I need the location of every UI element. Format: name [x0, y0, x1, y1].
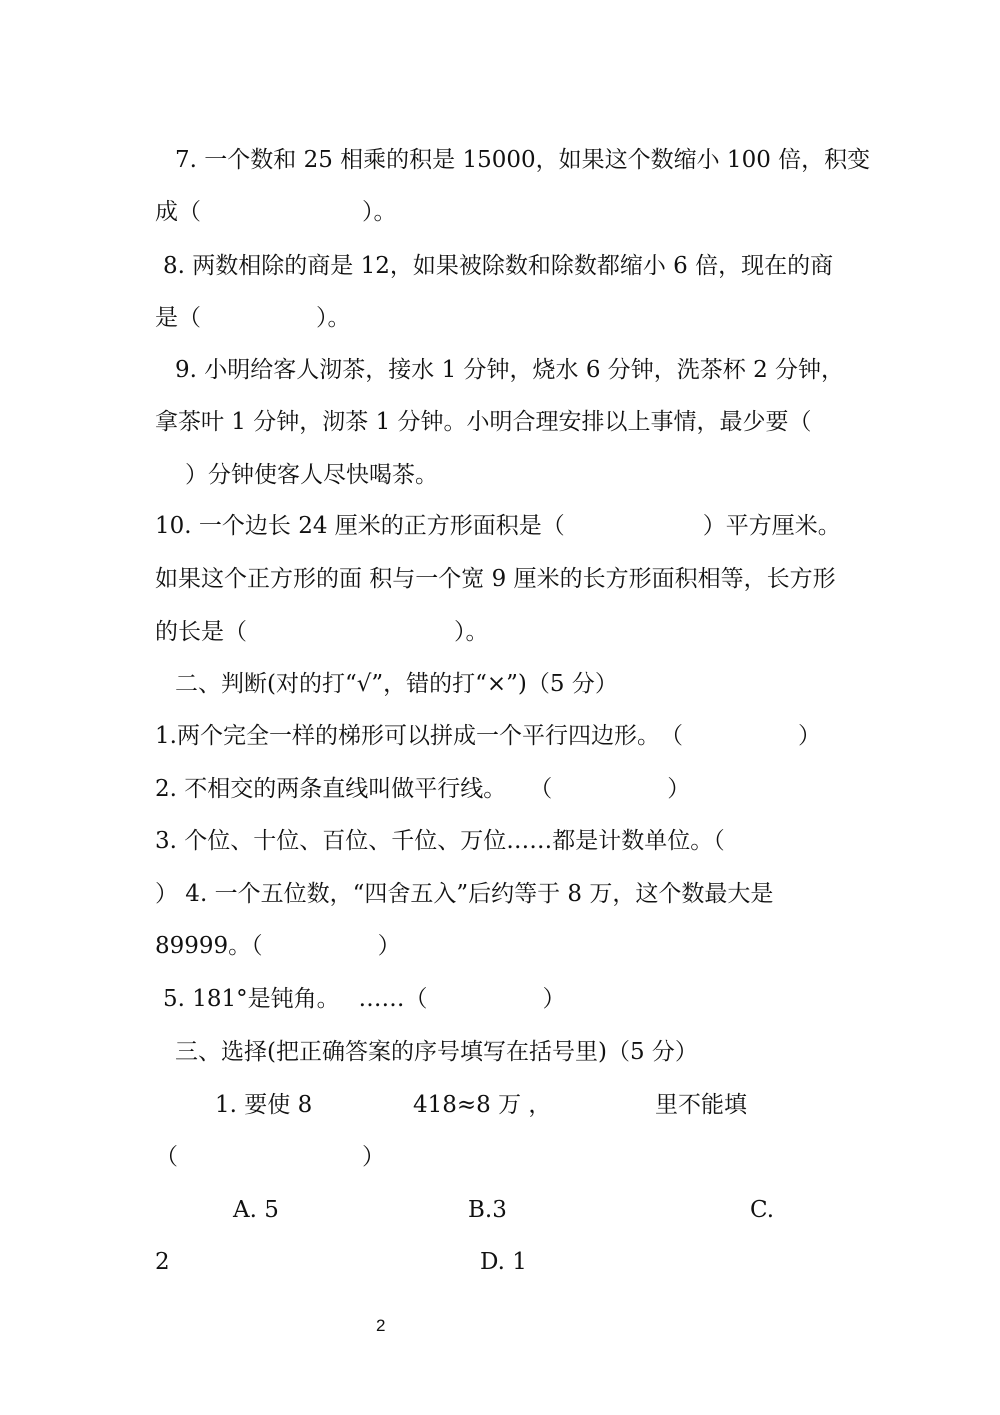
choice-1-part-c: 里不能填: [655, 1092, 747, 1118]
q9-line-3: ）分钟使客人尽快喝茶。: [185, 462, 438, 488]
q10-line-2: 如果这个正方形的面 积与一个宽 9 厘米的长方形面积相等，长方形: [155, 566, 836, 592]
choice-1-part-b: 418≈8 万 ，: [413, 1092, 552, 1118]
judge-3: 3. 个位、十位、百位、千位、万位……都是计数单位。（: [155, 828, 725, 854]
q10-line-3: 的长是（ ）。: [155, 619, 489, 645]
q7-line-2: 成（ ）。: [155, 199, 397, 225]
judge-5: 5. 181°是钝角。 ……（ ）: [163, 986, 566, 1012]
option-c: C.: [750, 1197, 775, 1223]
section-2-heading: 二、判断(对的打“√”，错的打“×”)（5 分）: [175, 671, 618, 697]
q10-line-1: 10. 一个边长 24 厘米的正方形面积是（ ）平方厘米。: [155, 513, 841, 539]
q8-line-1: 8. 两数相除的商是 12，如果被除数和除数都缩小 6 倍，现在的商: [163, 253, 834, 279]
page-number: 2: [376, 1316, 386, 1335]
judge-4-line-1: ） 4. 一个五位数，“四舍五入”后约等于 8 万，这个数最大是: [155, 881, 774, 907]
q8-line-2: 是（ ）。: [155, 305, 351, 331]
judge-2: 2. 不相交的两条直线叫做平行线。 （ ）: [155, 776, 691, 802]
option-b: B.3: [468, 1197, 507, 1223]
option-c-value: 2: [155, 1249, 170, 1275]
q9-line-1: 9. 小明给客人沏茶，接水 1 分钟，烧水 6 分钟，洗茶杯 2 分钟，: [175, 357, 845, 383]
choice-1-part-a: 1. 要使 8: [215, 1092, 313, 1118]
q7-line-1: 7. 一个数和 25 相乘的积是 15000，如果这个数缩小 100 倍，积变: [175, 147, 871, 173]
q9-line-2: 拿茶叶 1 分钟，沏茶 1 分钟。小明合理安排以上事情，最少要（: [155, 409, 812, 435]
choice-1-answer-bracket: （ ）: [155, 1144, 385, 1170]
judge-1: 1.两个完全一样的梯形可以拼成一个平行四边形。 （ ）: [155, 723, 821, 749]
option-a: A. 5: [233, 1197, 279, 1223]
option-d: D. 1: [480, 1249, 527, 1275]
section-3-heading: 三、选择(把正确答案的序号填写在括号里)（5 分）: [175, 1039, 698, 1065]
judge-4-line-2: 89999。（ ）: [155, 933, 401, 959]
